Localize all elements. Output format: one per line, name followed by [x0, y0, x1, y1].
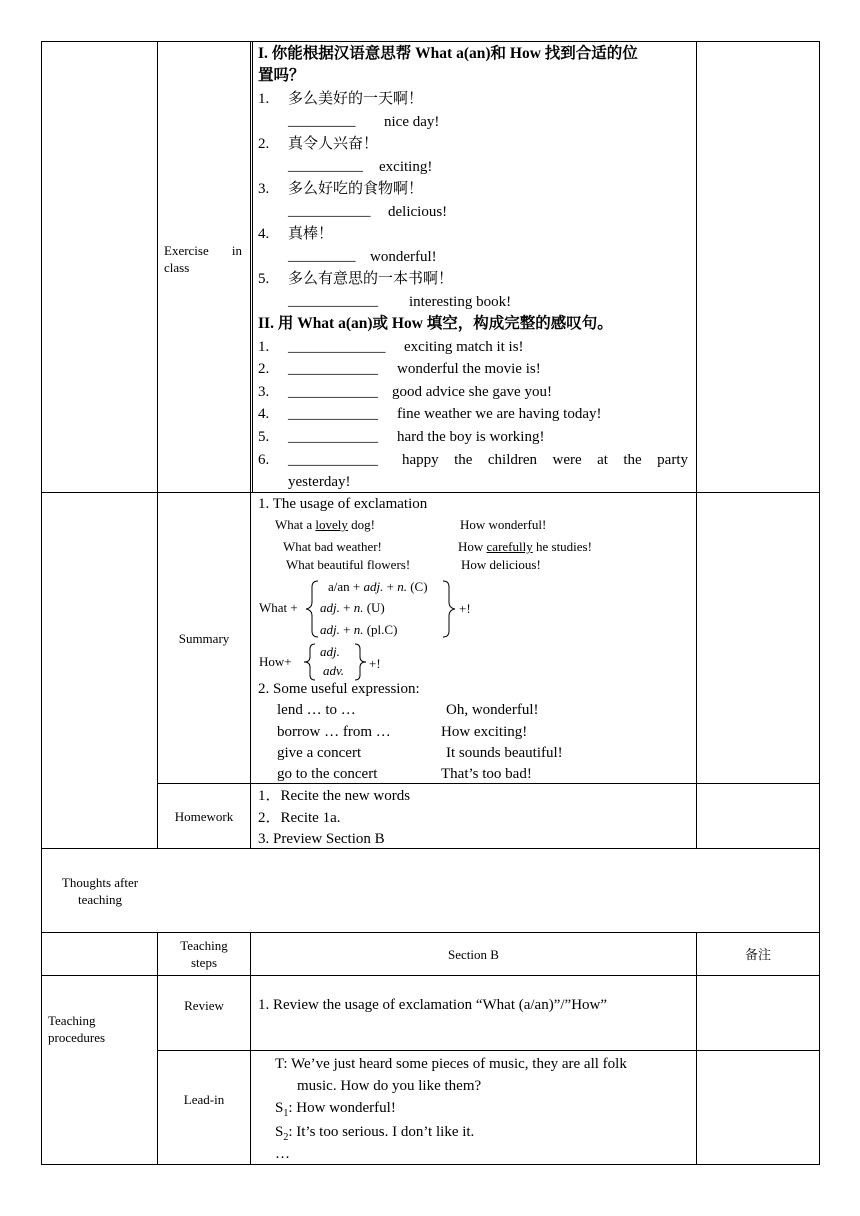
what-formula-row: adj. + n. (U): [320, 600, 385, 615]
example-sentence: How carefully he studies!: [458, 539, 592, 554]
part2-item-blank: ____________: [288, 452, 378, 468]
teaching-procedures-label: Teaching procedures: [48, 1013, 106, 1045]
left-brace-icon: [302, 580, 322, 638]
homework-item: 1．Recite the new words: [258, 788, 411, 804]
part2-item-en: happy the children were at the party: [402, 452, 688, 468]
part2-item-en: fine weather we are having today!: [397, 406, 602, 422]
expression-right: It sounds beautiful!: [446, 745, 563, 761]
expression-left: lend … to …: [277, 702, 356, 718]
expression-right: Oh, wonderful!: [446, 702, 539, 718]
part1-item-en: nice day!: [384, 114, 440, 130]
expression-left: give a concert: [277, 745, 362, 761]
part2-item-blank: _____________: [288, 339, 386, 355]
notes-header: 备注: [744, 947, 771, 962]
expression-left: go to the concert: [277, 766, 378, 782]
part2-item-en: exciting match it is!: [404, 339, 524, 355]
how-formula-lead: How+: [259, 654, 292, 669]
right-brace-icon: [441, 580, 461, 638]
how-formula-row: adv.: [323, 663, 345, 678]
what-formula-lead: What +: [259, 600, 298, 615]
part1-item-blank: ___________: [288, 203, 371, 219]
summary-heading-2: 2. Some useful expression:: [258, 681, 420, 697]
part2-item-num: 6.: [258, 452, 270, 468]
ellipsis: …: [275, 1146, 290, 1162]
example-sentence: What beautiful flowers!: [286, 557, 411, 572]
teaching-steps-header: Teaching steps: [180, 938, 228, 970]
part2-title: II. 用 What a(an)或 How 填空，构成完整的感叹句。: [258, 315, 613, 332]
part1-item-cn: 多么好吃的食物啊！: [288, 181, 424, 197]
student-line: $S_2$: It’s too serious. I don’t like it.: [275, 1124, 475, 1143]
part1-item-blank: _________: [288, 113, 356, 129]
part1-item-num: 5.: [258, 271, 270, 287]
review-text: 1. Review the usage of exclamation “What (a/an)”/”How”: [258, 997, 608, 1013]
part2-item-num: 4.: [258, 406, 270, 422]
part2-item-num: 3.: [258, 384, 270, 400]
part2-item-en: hard the boy is working!: [397, 429, 545, 445]
part2-item-blank: ____________: [288, 384, 378, 400]
part1-title-line2: 置吗？: [258, 67, 305, 84]
part2-item-num: 1.: [258, 339, 270, 355]
what-formula-row: a/an + adj. + n. (C): [328, 579, 428, 594]
how-formula-row: adj.: [320, 644, 340, 659]
exercise-label-text: Exercise in class: [164, 243, 242, 275]
exercise-label: [164, 242, 242, 276]
example-sentence: How delicious!: [461, 557, 541, 572]
expression-right: That’s too bad!: [441, 766, 532, 782]
thoughts-label: Thoughts after teaching: [61, 875, 139, 907]
lead-in-label: Lead-in: [183, 1092, 225, 1107]
how-formula-tail: +!: [369, 656, 381, 671]
part2-item-cont: yesterday!: [288, 474, 351, 490]
what-formula-row: adj. + n. (pl.C): [320, 622, 398, 637]
summary-label: Summary: [178, 631, 230, 646]
example-sentence: What bad weather!: [283, 539, 382, 554]
homework-label: Homework: [174, 809, 234, 824]
part2-item-blank: ____________: [288, 361, 378, 377]
teacher-line: music. How do you like them?: [297, 1078, 482, 1094]
part1-item-cn: 多么有意思的一本书啊！: [288, 271, 454, 287]
part1-item-en: interesting book!: [409, 294, 512, 310]
part1-item-cn: 真棒！: [288, 226, 334, 242]
part1-item-cn: 多么美好的一天啊！: [288, 91, 424, 107]
homework-item: 2．Recite 1a.: [258, 810, 341, 826]
part1-item-num: 1.: [258, 91, 270, 107]
review-label: Review: [184, 998, 224, 1013]
part1-item-en: delicious!: [388, 204, 448, 220]
example-sentence: What a lovely dog!: [275, 517, 376, 532]
summary-heading-1: 1. The usage of exclamation: [258, 496, 428, 512]
part2-item-num: 5.: [258, 429, 270, 445]
student-line: $S_1$: How wonderful!: [275, 1100, 396, 1119]
expression-left: borrow … from …: [277, 724, 391, 740]
part2-item-en: good advice she gave you!: [392, 384, 552, 400]
what-formula-tail: +!: [459, 601, 471, 616]
part1-item-en: wonderful!: [370, 249, 437, 265]
part2-item-blank: ____________: [288, 429, 378, 445]
expression-right: How exciting!: [441, 724, 528, 740]
part1-item-blank: _________: [288, 248, 356, 264]
homework-item: 3. Preview Section B: [258, 831, 385, 847]
part2-item-en: wonderful the movie is!: [397, 361, 541, 377]
example-sentence: How wonderful!: [460, 517, 547, 532]
part1-item-blank: ____________: [288, 293, 378, 309]
part1-item-cn: 真令人兴奋！: [288, 136, 379, 152]
left-brace-icon: [300, 643, 318, 681]
part1-item-en: exciting!: [379, 159, 433, 175]
right-brace-icon: [352, 643, 370, 681]
part1-item-blank: __________: [288, 158, 363, 174]
section-b-header: Section B: [448, 947, 499, 962]
part2-item-blank: ____________: [288, 406, 378, 422]
part1-title-line1: I. 你能根据汉语意思帮 What a(an)和 How 找到合适的位: [258, 45, 638, 62]
teacher-line: T: We’ve just heard some pieces of music, they are all folk: [275, 1056, 627, 1072]
part1-item-num: 3.: [258, 181, 270, 197]
part1-item-num: 2.: [258, 136, 270, 152]
part1-item-num: 4.: [258, 226, 270, 242]
part2-item-num: 2.: [258, 361, 270, 377]
